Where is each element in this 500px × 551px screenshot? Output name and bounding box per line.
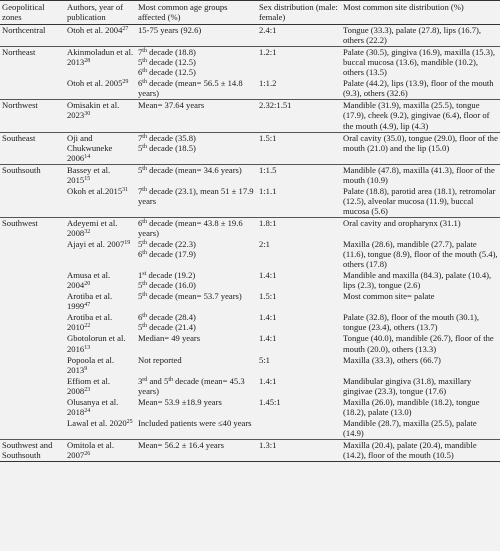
table-row xyxy=(0,312,500,333)
author-cell xyxy=(65,312,136,333)
author-text: Popoola et al. 2013 xyxy=(67,354,115,375)
author-cell xyxy=(65,25,136,47)
age-line: 5th decade (18.5) xyxy=(138,142,196,153)
author-cell xyxy=(65,47,136,79)
sex-ratio-cell: 1.2:1 xyxy=(257,47,341,79)
zone-cell xyxy=(0,376,65,397)
table-row xyxy=(0,47,500,79)
age-cell: Included patients were ≤40 years xyxy=(138,417,252,428)
table-body xyxy=(0,25,500,462)
zone-cell xyxy=(0,291,65,312)
author-text: Arotiba et al. 2010 xyxy=(67,312,113,333)
table-row xyxy=(0,239,500,270)
table-row xyxy=(0,418,500,440)
header-age: Most common age groups affected (%) xyxy=(136,1,257,25)
author-text: Gbotolorun et al. 2016 xyxy=(67,333,126,354)
sex-ratio-cell xyxy=(257,418,341,440)
table-row xyxy=(0,132,500,164)
reference-number: 23 xyxy=(84,386,91,393)
sex-ratio-cell: 1.5:1 xyxy=(259,291,277,302)
zone-cell xyxy=(0,333,65,354)
table-row xyxy=(0,270,500,291)
age-line: 7th decade (35.8) xyxy=(138,132,196,143)
zone-cell xyxy=(0,270,65,291)
author-text: Omitola et al. 2007 xyxy=(67,439,115,460)
site-cell: Palate (18.8), parotid area (18.1), retromolar (12.5), alveolar mucosa (11.9), buccal mucosa (5.6) xyxy=(343,185,496,216)
age-line: 5th decade (12.5) xyxy=(138,57,196,68)
sex-ratio-cell: 1.45:1 xyxy=(259,396,281,407)
author-cell xyxy=(65,397,136,418)
author-cell xyxy=(65,217,136,239)
site-cell: Oral cavity and oropharynx (31.1) xyxy=(341,217,500,239)
author-cell xyxy=(65,439,136,461)
age-cell xyxy=(136,217,257,239)
author-text: Lawal et al. 2020 xyxy=(67,417,127,428)
author-text: Oji and Chukwuneke 2006 xyxy=(67,132,113,163)
author-text: Arotiba et al. 1999 xyxy=(67,291,113,312)
table-row xyxy=(0,397,500,418)
header-sex: Sex distribution (male: female) xyxy=(257,1,341,25)
age-line: 5th decade (mean= 53.7 years) xyxy=(138,291,242,302)
author-cell xyxy=(65,164,136,186)
author-cell xyxy=(65,186,136,218)
author-cell xyxy=(65,418,136,440)
reference-number: 31 xyxy=(122,186,129,193)
age-cell: Mean= 56.2 ± 16.4 years xyxy=(136,439,257,461)
author-cell xyxy=(65,333,136,354)
author-cell xyxy=(65,78,136,100)
age-line: 5th decade (mean= 34.6 years) xyxy=(138,164,242,175)
reference-number: 22 xyxy=(84,323,91,330)
reference-number: 13 xyxy=(84,344,91,351)
age-line: 5th decade (21.4) xyxy=(138,322,196,333)
table-row xyxy=(0,291,500,312)
table-row xyxy=(0,78,500,100)
author-cell xyxy=(65,132,136,164)
author-text: Omisakin et al. 2023 xyxy=(67,100,120,121)
table-row xyxy=(0,186,500,218)
sex-ratio-cell: 1.5:1 xyxy=(257,132,341,164)
reference-number: 32 xyxy=(84,228,91,235)
site-cell: Mandibular gingiva (31.8), maxillary gingivae (23.3), tongue (17.6) xyxy=(343,375,472,396)
age-cell: Median= 49 years xyxy=(138,333,201,344)
reference-number: 29 xyxy=(122,79,129,86)
reference-number: 47 xyxy=(84,302,91,309)
sex-ratio-cell: 1:1.2 xyxy=(259,78,277,89)
age-cell xyxy=(136,186,257,218)
site-cell: Tongue (33.3), palate (27.8), lips (16.7), others (22.2) xyxy=(341,25,500,47)
reference-number: 14 xyxy=(84,153,91,160)
author-text: Olusanya et al. 2018 xyxy=(67,396,119,417)
sex-ratio-cell: 1:1.1 xyxy=(259,185,277,196)
author-cell xyxy=(65,100,136,132)
site-cell: Mandible (47.8), maxilla (41.3), floor of the mouth (10.9) xyxy=(341,164,500,186)
sex-ratio-cell: 2.4:1 xyxy=(257,25,341,47)
sex-ratio-cell: 1.4:1 xyxy=(259,333,277,344)
sex-ratio-cell: 1.8:1 xyxy=(257,217,341,239)
header-row xyxy=(0,1,500,25)
zone-cell xyxy=(0,239,65,270)
author-text: Effiom et al. 2008 xyxy=(67,375,111,396)
site-cell: Mandible and maxilla (84.3), palate (10.4), lips (2.3), tongue (2.6) xyxy=(343,270,492,291)
zone-cell xyxy=(0,397,65,418)
table-row xyxy=(0,25,500,47)
table-row xyxy=(0,333,500,354)
author-cell xyxy=(65,291,136,312)
author-cell xyxy=(65,239,136,270)
zone-cell: Northcentral xyxy=(0,25,65,47)
age-cell: 3rd and 5th decade (mean= 45.3 years) xyxy=(138,375,245,396)
header-zone: Geopolitical zones xyxy=(0,1,65,25)
zone-cell xyxy=(0,418,65,440)
zone-cell: Southeast xyxy=(0,132,65,164)
zone-cell xyxy=(0,312,65,333)
site-cell: Mandible (28.7), maxilla (25.5), palate (14.9) xyxy=(343,417,477,438)
site-cell: Maxilla (20.4), palate (20.4), mandible (14.2), floor of the mouth (10.5) xyxy=(341,439,500,461)
zone-cell xyxy=(0,355,65,376)
site-cell: Oral cavity (35.0), tongue (29.0), floor of the mouth (21.0) and the lip (15.0) xyxy=(341,132,500,164)
sex-ratio-cell: 5:1 xyxy=(259,354,270,365)
reference-number: 19 xyxy=(124,240,131,247)
sex-ratio-cell: 2:1 xyxy=(259,239,270,250)
table-row xyxy=(0,376,500,397)
age-line: 7th decade (18.8) xyxy=(138,47,196,58)
age-line: 5th decade (16.0) xyxy=(138,280,196,291)
age-line: 1st decade (19.2) xyxy=(138,270,196,281)
reference-number: 25 xyxy=(126,418,133,425)
zone-cell: Southwest and Southsouth xyxy=(0,439,65,461)
sex-ratio-cell: 1.4:1 xyxy=(259,270,277,281)
age-cell: Mean= 37.64 years xyxy=(136,100,257,132)
sex-ratio-cell: 1:1.5 xyxy=(257,164,341,186)
age-cell xyxy=(136,78,257,100)
age-cell xyxy=(136,164,257,186)
age-cell xyxy=(136,312,257,333)
author-text: Adeyemi et al. 2008 xyxy=(67,217,118,238)
author-cell xyxy=(65,376,136,397)
age-line: 6th decade (mean= 56.5 ± 14.8 years) xyxy=(138,78,243,99)
age-cell xyxy=(136,239,257,270)
age-cell xyxy=(136,270,257,291)
reference-number: 27 xyxy=(122,26,129,33)
reference-number: 24 xyxy=(84,407,91,414)
zone-cell: Northwest xyxy=(0,100,65,132)
author-text: Ajayi et al. 2007 xyxy=(67,239,125,250)
age-cell xyxy=(136,132,257,164)
site-cell: Most common site= palate xyxy=(343,291,435,302)
zone-cell: Northeast xyxy=(0,47,65,79)
age-cell: 15-75 years (92.6) xyxy=(136,25,257,47)
table-row xyxy=(0,355,500,376)
reference-number: 15 xyxy=(84,175,91,182)
author-text: Amusa et al. 2004 xyxy=(67,270,111,291)
header-site: Most common site distribution (%) xyxy=(341,1,500,25)
author-cell xyxy=(65,355,136,376)
age-line: 6th decade (28.4) xyxy=(138,312,196,323)
site-cell: Maxilla (33.3), others (66.7) xyxy=(343,354,441,365)
site-cell: Maxilla (26.0), mandible (18.2), tongue (18.2), palate (13.0) xyxy=(343,396,480,417)
zone-cell: Southsouth xyxy=(0,164,65,186)
reference-number: 28 xyxy=(84,58,91,65)
author-text: Otoh et al. 2005 xyxy=(67,78,123,89)
author-cell xyxy=(65,270,136,291)
age-line: 5th decade (22.3) xyxy=(138,239,196,250)
zone-cell xyxy=(0,186,65,218)
sex-ratio-cell: 1.4:1 xyxy=(259,375,277,386)
age-line: 6th decade (mean= 43.8 ± 19.6 years) xyxy=(138,217,243,238)
age-cell xyxy=(136,47,257,79)
site-cell: Palate (44.2), lips (13.9), floor of the mouth (9.3), others (32.6) xyxy=(343,78,494,99)
author-text: Akinmoladun et al. 2013 xyxy=(67,47,134,68)
age-cell: Not reported xyxy=(138,354,182,365)
author-text: Bassey et al. 2015 xyxy=(67,164,111,185)
author-text: Otoh et al. 2004 xyxy=(67,25,123,36)
sex-ratio-cell: 1.4:1 xyxy=(259,312,277,323)
age-line: 7th decade (23.1), mean 51 ± 17.9 years xyxy=(138,185,254,206)
reference-number: 26 xyxy=(84,450,91,457)
reference-number: 9 xyxy=(84,365,88,372)
reference-number: 30 xyxy=(84,111,91,118)
site-cell: Palate (32.8), floor of the mouth (30.1), tongue (23.4), others (13.7) xyxy=(343,312,480,333)
header-authors: Authors, year of publication xyxy=(65,1,136,25)
table-row xyxy=(0,439,500,461)
table-row xyxy=(0,164,500,186)
zone-cell: Southwest xyxy=(0,217,65,239)
age-cell xyxy=(136,291,257,312)
site-cell: Maxilla (28.6), mandible (27.7), palate (11.6), tongue (8.9), floor of the mouth (5.4), others (17.8) xyxy=(343,239,498,270)
zone-cell xyxy=(0,78,65,100)
age-line: 6th decade (12.5) xyxy=(138,67,196,78)
site-cell: Mandible (31.9), maxilla (25.5), tongue (17.9), cheek (9.2), gingivae (6.4), floor of the mouth (4.9), lip (4.3) xyxy=(341,100,500,132)
author-text: Okoh et al.2015 xyxy=(67,185,123,196)
site-cell: Palate (30.5), gingiva (16.9), maxilla (15.3), buccal mucosa (13.6), mandible (10.2), others (13.5) xyxy=(341,47,500,79)
reference-number: 20 xyxy=(84,281,91,288)
sex-ratio-cell: 1.3:1 xyxy=(257,439,341,461)
table-row xyxy=(0,217,500,239)
site-cell: Tongue (40.0), mandible (26.7), floor of the mouth (20.0), others (13.3) xyxy=(343,333,494,354)
sex-ratio-cell: 2.32:1.51 xyxy=(257,100,341,132)
age-line: 6th decade (17.9) xyxy=(138,249,196,260)
table-row xyxy=(0,100,500,132)
age-cell: Mean= 53.9 ±18.9 years xyxy=(138,396,222,407)
